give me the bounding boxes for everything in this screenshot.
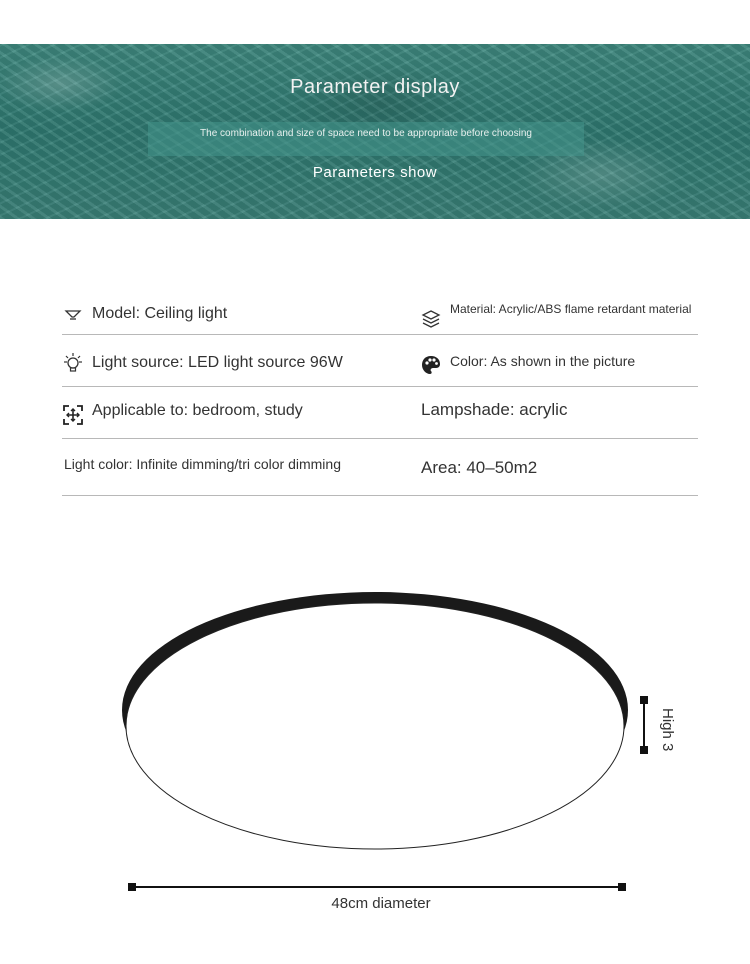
lamp-diffuser [126,603,624,849]
spec-applicable [62,398,303,424]
spec-lampshade [421,398,567,422]
spec-color-text: Color: As shown in the picture [450,353,636,369]
expand-arrows-icon [62,404,84,426]
layers-icon [420,308,442,330]
light-bulb-icon [62,352,84,374]
spec-model [62,302,227,326]
spec-area-text: Area: 40–50m2 [421,458,538,477]
banner-subtitle: The combination and size of space need to be appropriate before choosing [148,122,584,156]
spec-color [420,350,635,376]
diameter-label: 48cm diameter [331,895,431,912]
spec-area [421,456,537,480]
spec-light-color [64,454,341,474]
divider [62,386,698,387]
palette-icon [420,354,442,376]
spec-material-text: Material: Acrylic/ABS flame retardant material [450,302,692,316]
banner-title: Parameter display [290,76,460,98]
spec-light-source-text: Light source: LED light source 96W [92,354,343,371]
spec-light-source [62,350,343,376]
header-banner [0,44,750,219]
divider [62,438,698,439]
spec-light-color-text: Light color: Infinite dimming/tri color dimming [64,456,341,472]
spec-lampshade-text: Lampshade: acrylic [421,400,568,419]
divider [62,495,698,496]
ceiling-light-illustration [0,580,750,920]
spec-material [420,298,691,326]
ceiling-lamp-icon [62,303,84,325]
height-label: High 3 [659,708,676,752]
spec-applicable-text: Applicable to: bedroom, study [92,402,303,419]
divider [62,334,698,335]
spec-model-text: Model: Ceiling light [92,305,228,322]
banner-caption: Parameters show [312,164,438,181]
